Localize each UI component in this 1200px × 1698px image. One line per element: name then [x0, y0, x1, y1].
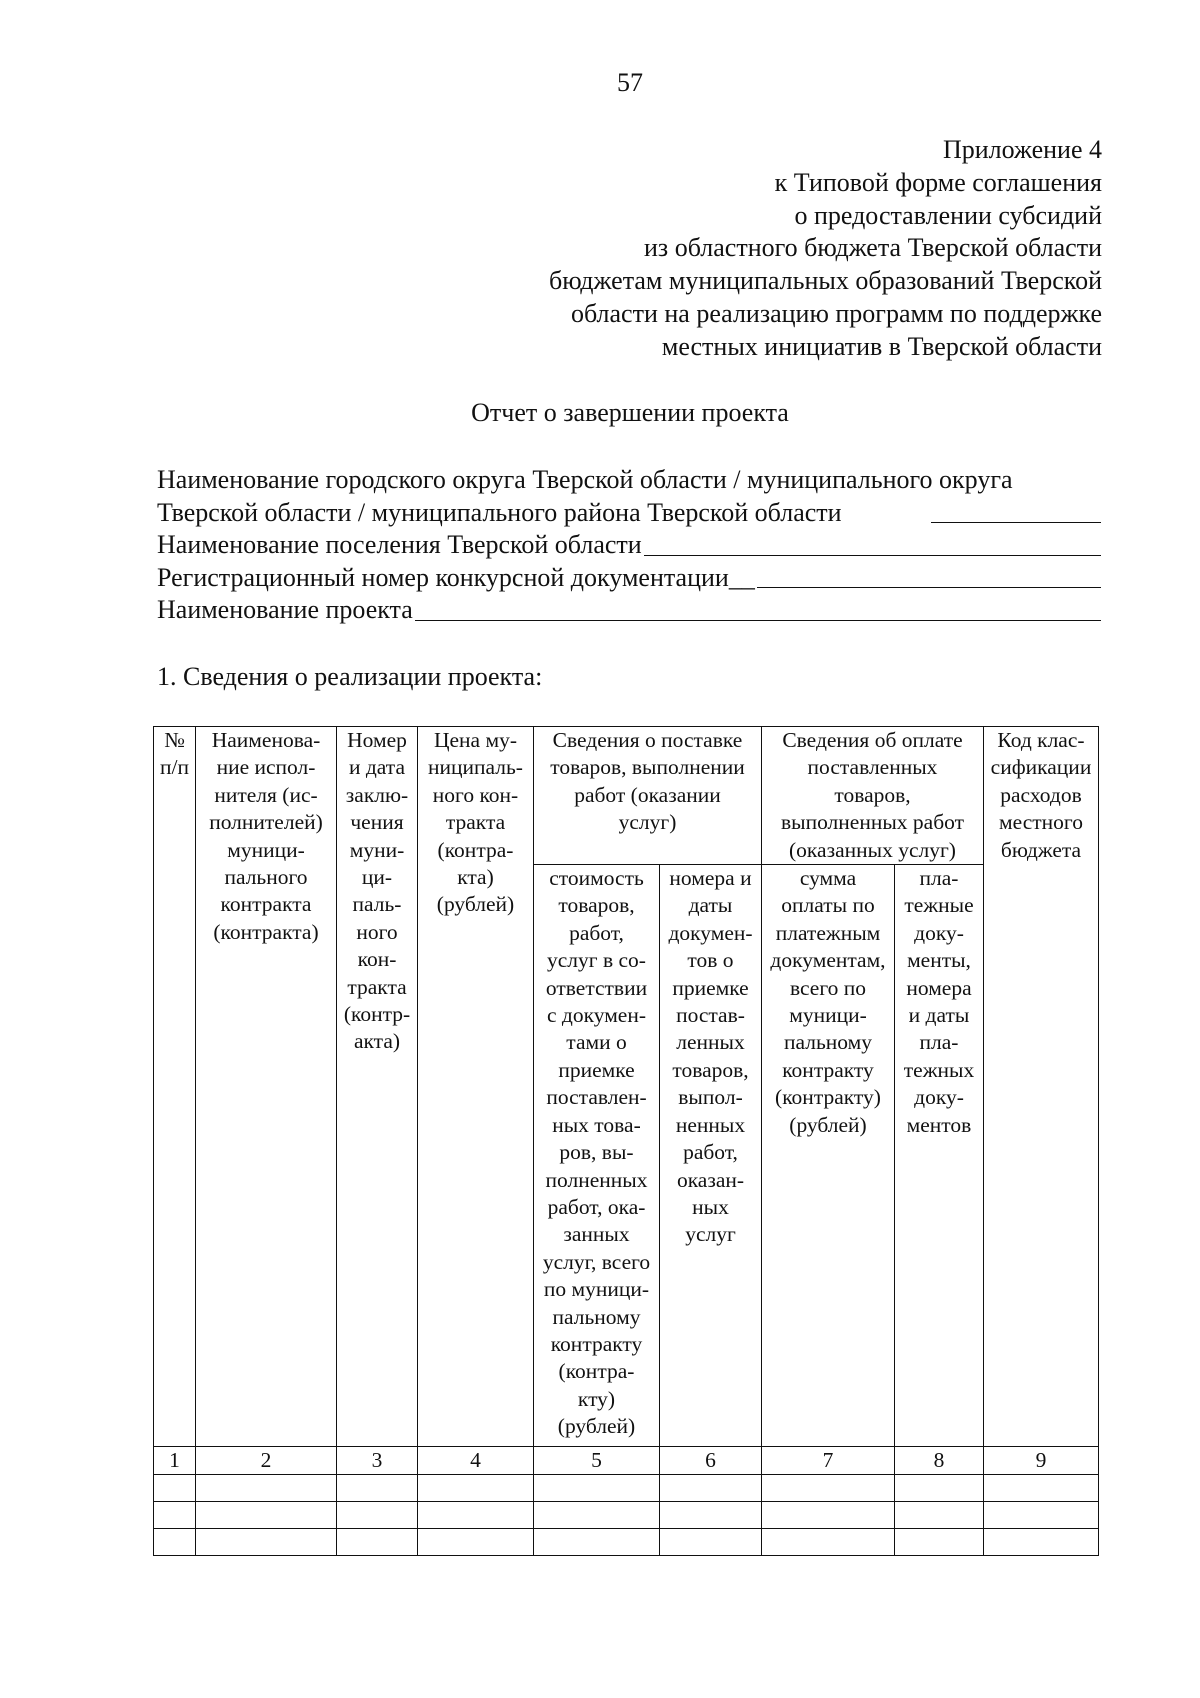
table-cell[interactable] [660, 1529, 762, 1556]
column-number: 2 [196, 1447, 337, 1475]
col-header-acceptance-docs: номера и даты докумен- тов о приемке постав- ленных товаров, выпол- ненных работ, оказан- ных услуг [660, 865, 762, 1447]
table-cell[interactable] [418, 1475, 534, 1502]
group-header-payment: Сведения об оплате поставленных товаров, выполненных работ (оказанных услуг) [762, 727, 984, 865]
table-cell[interactable] [984, 1502, 1099, 1529]
settlement-field [157, 529, 1101, 562]
appendix-block [549, 134, 1102, 364]
registration-blank[interactable] [757, 586, 1101, 588]
appendix-line: из областного бюджета Тверской области [644, 233, 1102, 263]
project-name-blank[interactable] [415, 619, 1101, 621]
table-cell[interactable] [196, 1475, 337, 1502]
municipality-field-line2 [157, 497, 1101, 530]
page-number: 57 [617, 68, 643, 97]
table-cell[interactable] [534, 1475, 660, 1502]
table-cell[interactable] [895, 1529, 984, 1556]
table-cell[interactable] [762, 1502, 895, 1529]
col-header-number: № п/п [154, 727, 196, 1447]
registration-underscore: __ [728, 562, 755, 592]
project-name-field [157, 594, 1101, 627]
table-cell[interactable] [984, 1475, 1099, 1502]
column-number: 4 [418, 1447, 534, 1475]
table-cell[interactable] [534, 1502, 660, 1529]
table-cell[interactable] [196, 1529, 337, 1556]
appendix-line: о предоставлении субсидий [794, 200, 1102, 230]
form-fields [157, 464, 1101, 627]
table-cell[interactable] [337, 1475, 418, 1502]
table-cell[interactable] [660, 1475, 762, 1502]
column-number: 9 [984, 1447, 1099, 1475]
table-cell[interactable] [660, 1502, 762, 1529]
registration-label: Регистрационный номер конкурсной документации [157, 562, 729, 592]
appendix-line: к Типовой форме соглашения [774, 167, 1102, 197]
table-cell[interactable] [895, 1475, 984, 1502]
column-number: 3 [337, 1447, 418, 1475]
table-cell[interactable] [337, 1502, 418, 1529]
table-cell[interactable] [762, 1475, 895, 1502]
section-title: 1. Сведения о реализации проекта: [157, 662, 543, 691]
appendix-line: области на реализацию программ по поддержке [570, 298, 1102, 328]
column-number: 7 [762, 1447, 895, 1475]
settlement-label: Наименование поселения Тверской области [157, 530, 642, 559]
col-header-cost: стоимость товаров, работ, услуг в со- ответствии с докумен- тами о приемке поставлен- ных това- ров, вы- полненных работ, ока- занных услуг, всего по муници- пальному контракту (контра- кту) (рублей) [534, 865, 660, 1447]
column-number: 6 [660, 1447, 762, 1475]
project-name-label: Наименование проекта [157, 595, 413, 624]
municipality-label: Наименование городского округа Тверской области / муниципального округа [157, 465, 1013, 494]
table-cell[interactable] [154, 1529, 196, 1556]
table-cell[interactable] [418, 1502, 534, 1529]
table-row [154, 1529, 1099, 1556]
column-number: 8 [895, 1447, 984, 1475]
appendix-line: бюджетам муниципальных образований Тверской [548, 266, 1102, 296]
project-report-table [153, 726, 1099, 1556]
col-header-payment-docs: пла- тежные доку- менты, номера и даты пла- тежных доку- ментов [895, 865, 984, 1447]
appendix-line: Приложение 4 [942, 135, 1102, 164]
table-row [154, 1502, 1099, 1529]
municipality-blank[interactable] [931, 521, 1101, 523]
table-cell[interactable] [196, 1502, 337, 1529]
group-header-delivery: Сведения о поставке товаров, выполнении работ (оказании услуг) [534, 727, 762, 865]
column-number-row [154, 1447, 1099, 1475]
table-cell[interactable] [534, 1529, 660, 1556]
appendix-line: местных инициатив в Тверской области [661, 331, 1102, 361]
table-cell[interactable] [337, 1529, 418, 1556]
municipality-field-line1 [157, 464, 1101, 497]
col-header-budget-code: Код клас- сификации расходов местного бюджета [984, 727, 1099, 1447]
registration-field [157, 562, 1101, 595]
table-cell[interactable] [154, 1475, 196, 1502]
col-header-payment-sum: сумма оплаты по платежным документам, всего по муници- пальному контракту (контракту) (рублей) [762, 865, 895, 1447]
table-cell[interactable] [895, 1502, 984, 1529]
col-header-contract-price: Цена му- ниципаль- ного кон- тракта (контра- кта) (рублей) [418, 727, 534, 1447]
report-title: Отчет о завершении проекта [471, 398, 789, 427]
column-number: 5 [534, 1447, 660, 1475]
column-number: 1 [154, 1447, 196, 1475]
table-cell[interactable] [984, 1529, 1099, 1556]
table-cell[interactable] [418, 1529, 534, 1556]
settlement-blank[interactable] [644, 554, 1101, 556]
col-header-contractor: Наименова- ние испол- нителя (ис- полнителей) муници- пального контракта (контракта) [196, 727, 337, 1447]
table-cell[interactable] [762, 1529, 895, 1556]
municipality-label-cont: Тверской области / муниципального района Тверской области [157, 497, 842, 527]
table-row [154, 1475, 1099, 1502]
table-cell[interactable] [154, 1502, 196, 1529]
col-header-contract-number-date: Номер и дата заклю- чения муни- ци- паль- ного кон- тракта (контр- акта) [337, 727, 418, 1447]
header-row-1 [154, 727, 1099, 865]
